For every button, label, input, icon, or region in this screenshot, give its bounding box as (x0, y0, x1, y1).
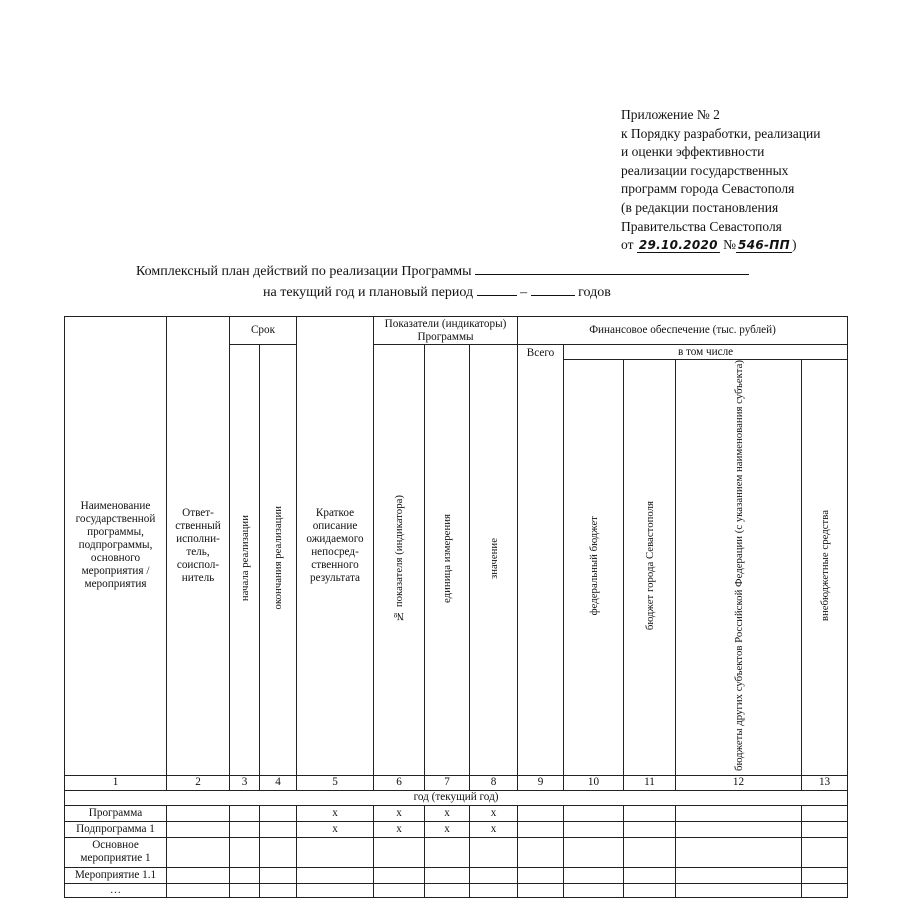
date-prefix: от (621, 237, 634, 253)
header-term: Срок (230, 317, 297, 345)
blank-year-to (531, 283, 575, 296)
appendix-line: к Порядку разработки, реализации (621, 125, 821, 141)
column-number: 13 (802, 775, 848, 790)
cell (518, 821, 564, 837)
header-responsible: Ответ-ственный исполни-тель, соиспол-нитель (167, 317, 230, 776)
header-city-budget: бюджет города Севастополя (624, 360, 676, 776)
cell (518, 805, 564, 821)
header-total: Всего (518, 345, 564, 776)
table-row (65, 805, 848, 821)
appendix-line: (в редакции постановления (621, 199, 779, 215)
cell: х (470, 805, 518, 821)
cell (470, 837, 518, 867)
number-prefix: № (723, 237, 737, 253)
header-ind-value: значение (470, 345, 518, 776)
cell (518, 867, 564, 883)
cell (624, 821, 676, 837)
table-row (65, 837, 848, 867)
cell (230, 883, 260, 897)
appendix-line: реализации государственных (621, 162, 789, 178)
header-name: Наименование государственной программы, подпрограммы, основного мероприятия / мероприятия (65, 317, 167, 776)
row-name: Программа (65, 805, 167, 821)
cell (230, 805, 260, 821)
header-ind-unit: единица измерения (425, 345, 470, 776)
handwritten-number: 546-ПП (738, 238, 790, 253)
column-number: 12 (676, 775, 802, 790)
cell (802, 883, 848, 897)
header-ind-number: № показателя (индикатора) (374, 345, 425, 776)
header-including: в том числе (564, 345, 848, 360)
title-text: Комплексный план действий по реализации Программы (136, 264, 472, 279)
cell (624, 867, 676, 883)
column-number: 10 (564, 775, 624, 790)
cell (374, 867, 425, 883)
cell (260, 821, 297, 837)
cell (564, 867, 624, 883)
year-label: год (текущий год) (65, 790, 848, 805)
document-title-line-2 (263, 283, 611, 301)
cell (260, 837, 297, 867)
cell (297, 883, 374, 897)
action-plan-table (64, 316, 848, 898)
blank-program-name (475, 262, 749, 275)
cell: х (374, 821, 425, 837)
appendix-block (621, 106, 820, 255)
blank-year-from (477, 283, 517, 296)
cell (230, 837, 260, 867)
cell (802, 837, 848, 867)
cell (518, 837, 564, 867)
header-finance: Финансовое обеспечение (тыс. рублей) (518, 317, 848, 345)
column-number: 9 (518, 775, 564, 790)
cell (676, 837, 802, 867)
table-row (65, 821, 848, 837)
cell: х (425, 821, 470, 837)
column-number: 5 (297, 775, 374, 790)
cell (260, 883, 297, 897)
header-description: Краткое описание ожидаемого непосред-ственного результата (297, 317, 374, 776)
cell (167, 867, 230, 883)
header-term-start: начала реализации (230, 345, 260, 776)
row-name: Основное мероприятие 1 (65, 837, 167, 867)
cell (167, 821, 230, 837)
column-number: 3 (230, 775, 260, 790)
appendix-line: программ города Севастополя (621, 181, 795, 197)
row-name: Подпрограмма 1 (65, 821, 167, 837)
cell: х (297, 805, 374, 821)
cell (564, 805, 624, 821)
column-number: 8 (470, 775, 518, 790)
cell (260, 805, 297, 821)
column-number: 7 (425, 775, 470, 790)
cell (518, 883, 564, 897)
cell (374, 837, 425, 867)
cell: х (470, 821, 518, 837)
document-title-line-1 (136, 262, 749, 280)
cell (425, 867, 470, 883)
title-dash: – (520, 285, 528, 300)
cell (374, 883, 425, 897)
cell (676, 821, 802, 837)
cell (802, 805, 848, 821)
appendix-line: Приложение № 2 (621, 107, 720, 122)
cell (167, 805, 230, 821)
header-federal: федеральный бюджет (564, 360, 624, 776)
column-number: 4 (260, 775, 297, 790)
cell (676, 867, 802, 883)
column-number: 2 (167, 775, 230, 790)
cell (425, 837, 470, 867)
cell (676, 805, 802, 821)
cell (802, 867, 848, 883)
title-text-2: на текущий год и плановый период (263, 285, 474, 300)
cell (624, 883, 676, 897)
cell (167, 883, 230, 897)
cell: х (374, 805, 425, 821)
appendix-line: Правительства Севастополя (621, 218, 782, 234)
cell (297, 837, 374, 867)
cell (676, 883, 802, 897)
row-name: … (65, 883, 167, 897)
cell: х (425, 805, 470, 821)
header-extrabudget: внебюджетные средства (802, 360, 848, 776)
cell (802, 821, 848, 837)
cell (564, 883, 624, 897)
closing-paren: ) (791, 237, 797, 253)
cell (230, 821, 260, 837)
table-row (65, 867, 848, 883)
cell (564, 821, 624, 837)
cell (624, 805, 676, 821)
header-indicators: Показатели (индикаторы) Программы (374, 317, 518, 345)
header-other-regions: бюджеты других субъектов Российской Федерации (с указанием наименования субъекта) (676, 360, 802, 776)
handwritten-date: 29.10.2020 (638, 238, 718, 253)
cell (230, 867, 260, 883)
column-number: 6 (374, 775, 425, 790)
cell (260, 867, 297, 883)
column-number: 11 (624, 775, 676, 790)
appendix-date-line (621, 236, 820, 255)
cell (470, 883, 518, 897)
cell (425, 883, 470, 897)
column-number: 1 (65, 775, 167, 790)
table-row (65, 883, 848, 897)
cell (297, 867, 374, 883)
cell: х (297, 821, 374, 837)
cell (470, 867, 518, 883)
title-years-word: годов (578, 285, 611, 300)
row-name: Мероприятие 1.1 (65, 867, 167, 883)
cell (624, 837, 676, 867)
cell (564, 837, 624, 867)
header-term-end: окончания реализации (260, 345, 297, 776)
appendix-line: и оценки эффективности (621, 144, 765, 160)
cell (167, 837, 230, 867)
